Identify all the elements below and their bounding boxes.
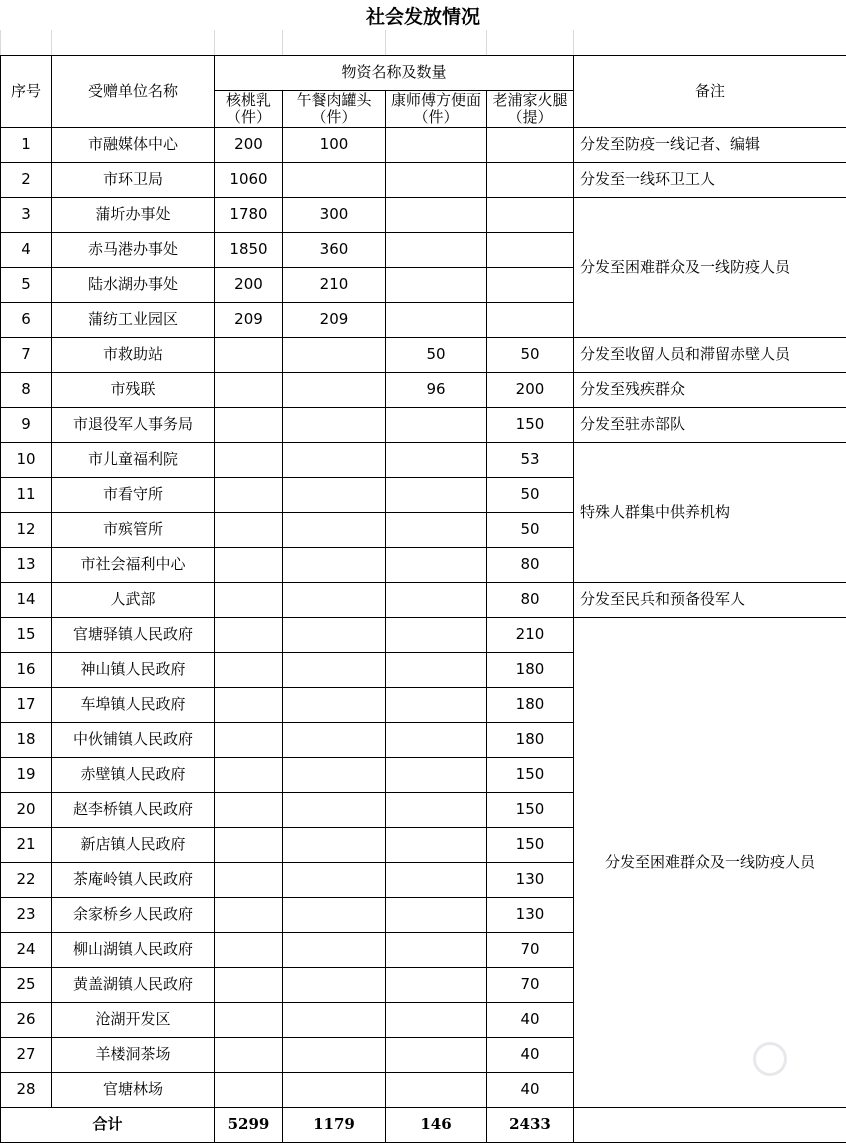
row-unit-name: 车埠镇人民政府 bbox=[52, 687, 215, 722]
row-luncheon-meat bbox=[283, 547, 386, 582]
table-row bbox=[1, 617, 846, 652]
row-noodles bbox=[386, 652, 487, 687]
row-walnut-milk bbox=[215, 862, 283, 897]
row-luncheon-meat: 100 bbox=[283, 127, 386, 162]
row-ham bbox=[487, 267, 574, 302]
row-walnut-milk bbox=[215, 827, 283, 862]
row-unit-name: 赵李桥镇人民政府 bbox=[52, 792, 215, 827]
row-luncheon-meat: 210 bbox=[283, 267, 386, 302]
row-walnut-milk bbox=[215, 407, 283, 442]
row-unit-name: 官塘驿镇人民政府 bbox=[52, 617, 215, 652]
row-noodles bbox=[386, 442, 487, 477]
row-luncheon-meat bbox=[283, 1037, 386, 1072]
row-noodles bbox=[386, 862, 487, 897]
row-ham: 150 bbox=[487, 792, 574, 827]
row-walnut-milk bbox=[215, 722, 283, 757]
row-noodles bbox=[386, 722, 487, 757]
row-noodles bbox=[386, 302, 487, 337]
row-ham bbox=[487, 127, 574, 162]
row-walnut-milk bbox=[215, 687, 283, 722]
row-walnut-milk: 1850 bbox=[215, 232, 283, 267]
row-luncheon-meat: 300 bbox=[283, 197, 386, 232]
row-index: 22 bbox=[1, 862, 52, 897]
table-row bbox=[1, 407, 846, 442]
header-walnut-milk: 核桃乳（件） bbox=[215, 90, 283, 127]
row-noodles bbox=[386, 232, 487, 267]
row-index: 5 bbox=[1, 267, 52, 302]
row-unit-name: 市社会福利中心 bbox=[52, 547, 215, 582]
row-luncheon-meat bbox=[283, 932, 386, 967]
row-index: 8 bbox=[1, 372, 52, 407]
row-index: 4 bbox=[1, 232, 52, 267]
row-noodles: 50 bbox=[386, 337, 487, 372]
row-unit-name: 神山镇人民政府 bbox=[52, 652, 215, 687]
row-noodles bbox=[386, 897, 487, 932]
row-note: 分发至残疾群众 bbox=[574, 372, 846, 407]
row-index: 12 bbox=[1, 512, 52, 547]
row-ham: 80 bbox=[487, 547, 574, 582]
row-index: 11 bbox=[1, 477, 52, 512]
row-unit-name: 黄盖湖镇人民政府 bbox=[52, 967, 215, 1002]
row-ham bbox=[487, 232, 574, 267]
row-note-group: 分发至困难群众及一线防疫人员 bbox=[574, 617, 846, 1107]
row-noodles bbox=[386, 617, 487, 652]
row-walnut-milk bbox=[215, 1002, 283, 1037]
row-luncheon-meat bbox=[283, 372, 386, 407]
row-ham: 150 bbox=[487, 827, 574, 862]
row-ham: 130 bbox=[487, 862, 574, 897]
row-index: 15 bbox=[1, 617, 52, 652]
row-index: 27 bbox=[1, 1037, 52, 1072]
row-walnut-milk bbox=[215, 372, 283, 407]
row-ham: 80 bbox=[487, 582, 574, 617]
row-index: 17 bbox=[1, 687, 52, 722]
row-unit-name: 余家桥乡人民政府 bbox=[52, 897, 215, 932]
row-unit-name: 蒲纺工业园区 bbox=[52, 302, 215, 337]
row-walnut-milk: 200 bbox=[215, 267, 283, 302]
row-walnut-milk bbox=[215, 1037, 283, 1072]
row-unit-name: 人武部 bbox=[52, 582, 215, 617]
row-noodles bbox=[386, 162, 487, 197]
watermark-circle-icon bbox=[753, 1042, 787, 1076]
total-note bbox=[574, 1107, 846, 1142]
row-unit-name: 市环卫局 bbox=[52, 162, 215, 197]
row-noodles bbox=[386, 967, 487, 1002]
row-noodles bbox=[386, 1072, 487, 1107]
row-noodles bbox=[386, 792, 487, 827]
row-ham: 130 bbox=[487, 897, 574, 932]
row-walnut-milk bbox=[215, 582, 283, 617]
row-noodles bbox=[386, 127, 487, 162]
row-ham bbox=[487, 302, 574, 337]
row-walnut-milk bbox=[215, 442, 283, 477]
row-luncheon-meat bbox=[283, 652, 386, 687]
row-noodles bbox=[386, 687, 487, 722]
row-luncheon-meat bbox=[283, 1002, 386, 1037]
row-luncheon-meat bbox=[283, 862, 386, 897]
row-index: 3 bbox=[1, 197, 52, 232]
row-luncheon-meat bbox=[283, 162, 386, 197]
row-unit-name: 市退役军人事务局 bbox=[52, 407, 215, 442]
row-index: 14 bbox=[1, 582, 52, 617]
row-noodles bbox=[386, 197, 487, 232]
row-unit-name: 市救助站 bbox=[52, 337, 215, 372]
row-walnut-milk bbox=[215, 547, 283, 582]
spacer-row bbox=[1, 30, 846, 55]
row-ham: 180 bbox=[487, 722, 574, 757]
row-walnut-milk bbox=[215, 897, 283, 932]
total-label: 合计 bbox=[1, 1107, 215, 1142]
table-row bbox=[1, 582, 846, 617]
row-luncheon-meat bbox=[283, 897, 386, 932]
row-noodles bbox=[386, 827, 487, 862]
row-luncheon-meat: 360 bbox=[283, 232, 386, 267]
row-ham: 70 bbox=[487, 967, 574, 1002]
row-note: 分发至一线环卫工人 bbox=[574, 162, 846, 197]
row-luncheon-meat bbox=[283, 582, 386, 617]
row-ham: 50 bbox=[487, 477, 574, 512]
row-ham: 53 bbox=[487, 442, 574, 477]
row-walnut-milk bbox=[215, 1072, 283, 1107]
row-luncheon-meat bbox=[283, 757, 386, 792]
row-walnut-milk bbox=[215, 337, 283, 372]
row-index: 9 bbox=[1, 407, 52, 442]
total-noodles: 146 bbox=[386, 1107, 487, 1142]
distribution-table bbox=[0, 30, 846, 1143]
row-ham: 40 bbox=[487, 1037, 574, 1072]
row-noodles bbox=[386, 547, 487, 582]
row-walnut-milk bbox=[215, 617, 283, 652]
row-walnut-milk bbox=[215, 512, 283, 547]
row-unit-name: 新店镇人民政府 bbox=[52, 827, 215, 862]
row-noodles bbox=[386, 932, 487, 967]
row-unit-name: 沧湖开发区 bbox=[52, 1002, 215, 1037]
row-luncheon-meat bbox=[283, 477, 386, 512]
row-walnut-milk bbox=[215, 967, 283, 1002]
row-index: 6 bbox=[1, 302, 52, 337]
header-ham: 老浦家火腿（提） bbox=[487, 90, 574, 127]
row-unit-name: 市看守所 bbox=[52, 477, 215, 512]
row-noodles: 96 bbox=[386, 372, 487, 407]
row-ham: 150 bbox=[487, 407, 574, 442]
total-walnut-milk: 5299 bbox=[215, 1107, 283, 1142]
table-row bbox=[1, 442, 846, 477]
row-index: 25 bbox=[1, 967, 52, 1002]
row-noodles bbox=[386, 267, 487, 302]
row-noodles bbox=[386, 582, 487, 617]
row-note: 分发至防疫一线记者、编辑 bbox=[574, 127, 846, 162]
watermark-logo bbox=[745, 1040, 835, 1110]
row-noodles bbox=[386, 1002, 487, 1037]
header-note: 备注 bbox=[574, 55, 846, 127]
row-unit-name: 市殡管所 bbox=[52, 512, 215, 547]
row-index: 7 bbox=[1, 337, 52, 372]
row-ham: 150 bbox=[487, 757, 574, 792]
row-unit-name: 市儿童福利院 bbox=[52, 442, 215, 477]
header-row-1 bbox=[1, 55, 846, 90]
row-note-group: 分发至困难群众及一线防疫人员 bbox=[574, 197, 846, 337]
row-ham: 50 bbox=[487, 512, 574, 547]
header-noodles: 康师傅方便面（件） bbox=[386, 90, 487, 127]
row-luncheon-meat bbox=[283, 337, 386, 372]
header-materials: 物资名称及数量 bbox=[215, 55, 574, 90]
row-note: 分发至驻赤部队 bbox=[574, 407, 846, 442]
row-ham: 180 bbox=[487, 687, 574, 722]
row-unit-name: 柳山湖镇人民政府 bbox=[52, 932, 215, 967]
row-index: 10 bbox=[1, 442, 52, 477]
row-luncheon-meat bbox=[283, 827, 386, 862]
row-index: 2 bbox=[1, 162, 52, 197]
table-row bbox=[1, 197, 846, 232]
row-walnut-milk bbox=[215, 477, 283, 512]
row-luncheon-meat bbox=[283, 512, 386, 547]
table-row bbox=[1, 372, 846, 407]
row-luncheon-meat bbox=[283, 442, 386, 477]
row-ham: 40 bbox=[487, 1002, 574, 1037]
row-walnut-milk: 209 bbox=[215, 302, 283, 337]
row-index: 23 bbox=[1, 897, 52, 932]
row-unit-name: 羊楼洞茶场 bbox=[52, 1037, 215, 1072]
row-index: 26 bbox=[1, 1002, 52, 1037]
row-unit-name: 茶庵岭镇人民政府 bbox=[52, 862, 215, 897]
row-ham: 210 bbox=[487, 617, 574, 652]
row-ham: 180 bbox=[487, 652, 574, 687]
row-luncheon-meat: 209 bbox=[283, 302, 386, 337]
row-index: 28 bbox=[1, 1072, 52, 1107]
total-luncheon-meat: 1179 bbox=[283, 1107, 386, 1142]
row-index: 18 bbox=[1, 722, 52, 757]
row-walnut-milk: 200 bbox=[215, 127, 283, 162]
row-ham bbox=[487, 162, 574, 197]
row-walnut-milk bbox=[215, 757, 283, 792]
row-index: 19 bbox=[1, 757, 52, 792]
total-ham: 2433 bbox=[487, 1107, 574, 1142]
row-noodles bbox=[386, 757, 487, 792]
row-luncheon-meat bbox=[283, 617, 386, 652]
table-row bbox=[1, 337, 846, 372]
row-noodles bbox=[386, 477, 487, 512]
total-row bbox=[1, 1107, 846, 1142]
row-unit-name: 赤壁镇人民政府 bbox=[52, 757, 215, 792]
row-unit-name: 陆水湖办事处 bbox=[52, 267, 215, 302]
row-ham: 200 bbox=[487, 372, 574, 407]
row-note-group: 特殊人群集中供养机构 bbox=[574, 442, 846, 582]
table-row bbox=[1, 162, 846, 197]
row-luncheon-meat bbox=[283, 792, 386, 827]
header-unit: 受赠单位名称 bbox=[52, 55, 215, 127]
row-ham: 70 bbox=[487, 932, 574, 967]
row-luncheon-meat bbox=[283, 407, 386, 442]
row-unit-name: 市残联 bbox=[52, 372, 215, 407]
row-unit-name: 蒲圻办事处 bbox=[52, 197, 215, 232]
row-note: 分发至民兵和预备役军人 bbox=[574, 582, 846, 617]
row-noodles bbox=[386, 512, 487, 547]
table-row bbox=[1, 127, 846, 162]
row-walnut-milk bbox=[215, 792, 283, 827]
row-unit-name: 官塘林场 bbox=[52, 1072, 215, 1107]
row-walnut-milk: 1780 bbox=[215, 197, 283, 232]
row-noodles bbox=[386, 407, 487, 442]
header-index: 序号 bbox=[1, 55, 52, 127]
row-index: 24 bbox=[1, 932, 52, 967]
row-luncheon-meat bbox=[283, 967, 386, 1002]
row-note: 分发至收留人员和滞留赤壁人员 bbox=[574, 337, 846, 372]
row-index: 1 bbox=[1, 127, 52, 162]
row-index: 13 bbox=[1, 547, 52, 582]
row-unit-name: 中伙铺镇人民政府 bbox=[52, 722, 215, 757]
row-index: 21 bbox=[1, 827, 52, 862]
row-unit-name: 赤马港办事处 bbox=[52, 232, 215, 267]
row-ham: 50 bbox=[487, 337, 574, 372]
row-unit-name: 市融媒体中心 bbox=[52, 127, 215, 162]
row-luncheon-meat bbox=[283, 722, 386, 757]
row-index: 16 bbox=[1, 652, 52, 687]
row-index: 20 bbox=[1, 792, 52, 827]
row-luncheon-meat bbox=[283, 1072, 386, 1107]
row-walnut-milk: 1060 bbox=[215, 162, 283, 197]
row-ham bbox=[487, 197, 574, 232]
row-walnut-milk bbox=[215, 932, 283, 967]
header-luncheon-meat: 午餐肉罐头（件） bbox=[283, 90, 386, 127]
row-luncheon-meat bbox=[283, 687, 386, 722]
row-noodles bbox=[386, 1037, 487, 1072]
sheet-title: 社会发放情况 bbox=[365, 6, 480, 28]
row-walnut-milk bbox=[215, 652, 283, 687]
row-ham: 40 bbox=[487, 1072, 574, 1107]
